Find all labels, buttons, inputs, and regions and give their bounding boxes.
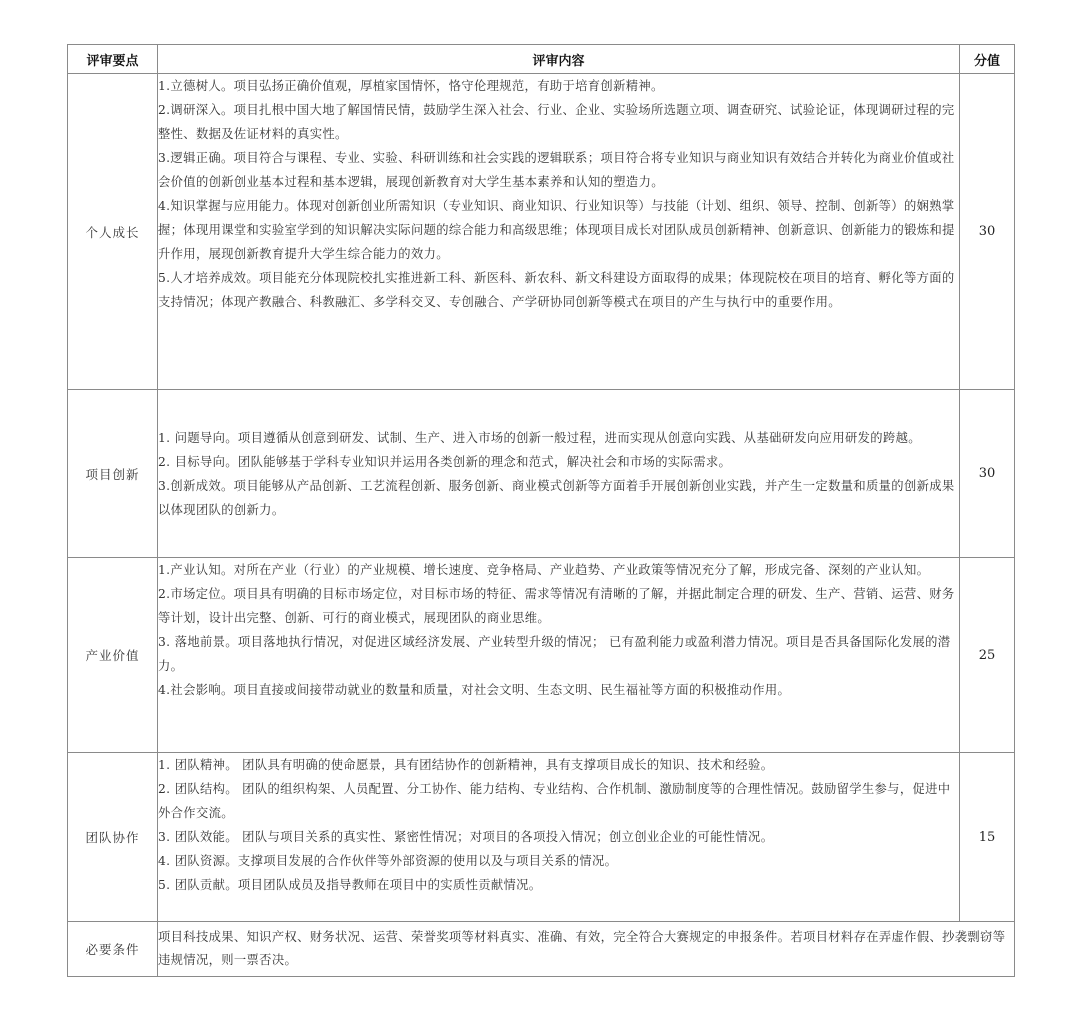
criterion-item: 4.知识掌握与应用能力。体现对创新创业所需知识（专业知识、商业知识、行业知识等）与技能（计划、组织、领导、控制、创新等）的娴熟掌握；体现用课堂和实验室学到的知识解决实际问题的综合能力和高级思维；体现项目成长对团队成员创新精神、创新意识、创新能力的锻炼和提升作用，展现创新教育提升大学生综合能力的效力。 xyxy=(158,199,955,261)
header-score: 分值 xyxy=(960,45,1015,74)
criterion-content xyxy=(158,753,960,922)
criterion-label: 产业价值 xyxy=(68,558,158,753)
criterion-content xyxy=(158,922,1015,977)
table-row-team-collaboration xyxy=(68,753,1015,922)
criterion-item: 5. 团队贡献。项目团队成员及指导教师在项目中的实质性贡献情况。 xyxy=(158,878,542,892)
criterion-content xyxy=(158,74,960,390)
criterion-score: 15 xyxy=(960,753,1015,922)
evaluation-criteria-table xyxy=(67,44,1015,977)
criterion-label: 团队协作 xyxy=(68,753,158,922)
criterion-item: 4.社会影响。项目直接或间接带动就业的数量和质量，对社会文明、生态文明、民生福祉等方面的积极推动作用。 xyxy=(158,683,791,697)
criterion-content xyxy=(158,390,960,558)
criterion-content xyxy=(158,558,960,753)
table-row-personal-growth xyxy=(68,74,1015,390)
criterion-item: 1.立德树人。项目弘扬正确价值观，厚植家国情怀，恪守伦理规范，有助于培育创新精神。 xyxy=(158,79,664,93)
criterion-item: 1. 团队精神。 团队具有明确的使命愿景，具有团结协作的创新精神，具有支撑项目成长的知识、技术和经验。 xyxy=(158,758,774,772)
table-row-industry-value xyxy=(68,558,1015,753)
criterion-item: 1. 问题导向。项目遵循从创意到研发、试制、生产、进入市场的创新一般过程，进而实现从创意向实践、从基础研发向应用研发的跨越。 xyxy=(158,430,921,445)
criterion-item: 4. 团队资源。支撑项目发展的合作伙伴等外部资源的使用以及与项目关系的情况。 xyxy=(158,854,618,868)
criterion-label: 项目创新 xyxy=(68,390,158,558)
table-row-project-innovation xyxy=(68,390,1015,558)
criterion-score: 25 xyxy=(960,558,1015,753)
criterion-label: 必要条件 xyxy=(68,922,158,977)
criterion-score: 30 xyxy=(960,74,1015,390)
criterion-item: 2.市场定位。项目具有明确的目标市场定位，对目标市场的特征、需求等情况有清晰的了解，并据此制定合理的研发、生产、营销、运营、财务等计划，设计出完整、创新、可行的商业模式，展现团队的商业思维。 xyxy=(158,587,955,625)
header-point: 评审要点 xyxy=(68,45,158,74)
criterion-item: 3.创新成效。项目能够从产品创新、工艺流程创新、服务创新、商业模式创新等方面着手开展创新创业实践，并产生一定数量和质量的创新成果以体现团队的创新力。 xyxy=(158,478,955,517)
criterion-item: 5.人才培养成效。项目能充分体现院校扎实推进新工科、新医科、新农科、新文科建设方面取得的成果；体现院校在项目的培育、孵化等方面的支持情况；体现产教融合、科教融汇、多学科交叉、专创融合、产学研协同创新等模式在项目的产生与执行中的重要作用。 xyxy=(158,271,955,309)
criterion-item: 3. 落地前景。项目落地执行情况，对促进区域经济发展、产业转型升级的情况； 已有盈利能力或盈利潜力情况。项目是否具备国际化发展的潜力。 xyxy=(158,635,951,673)
criterion-item: 2. 团队结构。 团队的组织构架、人员配置、分工协作、能力结构、专业结构、合作机制、激励制度等的合理性情况。鼓励留学生参与，促进中外合作交流。 xyxy=(158,782,951,820)
criterion-label: 个人成长 xyxy=(68,74,158,390)
criterion-item: 2.调研深入。项目扎根中国大地了解国情民情，鼓励学生深入社会、行业、企业、实验场所选题立项、调查研究、试验论证，体现调研过程的完整性、数据及佐证材料的真实性。 xyxy=(158,103,955,141)
table-row-required-conditions xyxy=(68,922,1015,977)
criterion-item: 2. 目标导向。团队能够基于学科专业知识并运用各类创新的理念和范式，解决社会和市场的实际需求。 xyxy=(158,454,732,469)
criterion-score: 30 xyxy=(960,390,1015,558)
criterion-item: 1.产业认知。对所在产业（行业）的产业规模、增长速度、竞争格局、产业趋势、产业政策等情况充分了解，形成完备、深刻的产业认知。 xyxy=(158,563,930,577)
criterion-item: 项目科技成果、知识产权、财务状况、运营、荣誉奖项等材料真实、准确、有效，完全符合大赛规定的申报条件。若项目材料存在弄虚作假、抄袭剽窃等违规情况，则一票否决。 xyxy=(158,930,1006,967)
criterion-item: 3. 团队效能。 团队与项目关系的真实性、紧密性情况；对项目的各项投入情况；创立创业企业的可能性情况。 xyxy=(158,830,774,844)
criterion-item: 3.逻辑正确。项目符合与课程、专业、实验、科研训练和社会实践的逻辑联系；项目符合将专业知识与商业知识有效结合并转化为商业价值或社会价值的创新创业基本过程和基本逻辑，展现创新教育对大学生基本素养和认知的塑造力。 xyxy=(158,151,955,189)
header-content: 评审内容 xyxy=(158,45,960,74)
header-row xyxy=(68,45,1015,74)
